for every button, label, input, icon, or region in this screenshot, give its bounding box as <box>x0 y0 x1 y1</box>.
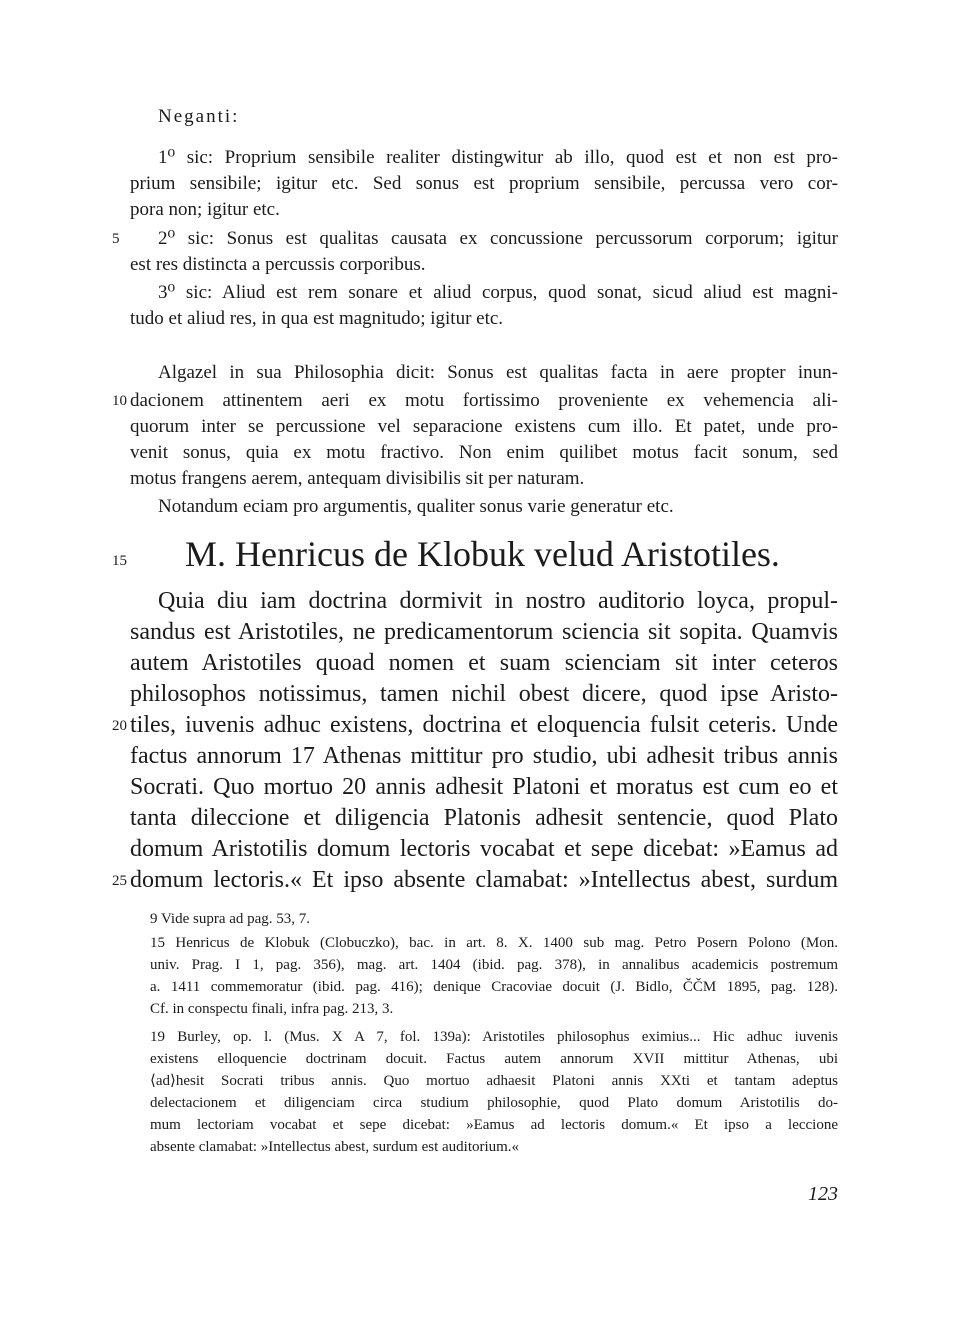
footnote-line: 9 Vide supra ad pag. 53, 7. <box>150 911 311 927</box>
line-number: 25 <box>112 873 127 889</box>
footnote-line: univ. Prag. I 1, pag. 356), mag. art. 1404 (ibid. pag. 378), in annalibus academicis postremum <box>150 957 838 973</box>
body-line: pora non; igitur etc. <box>130 199 280 220</box>
section-body-line: tanta dileccione et diligencia Platonis adhesit sentencie, quod Plato <box>130 805 838 831</box>
body-line: 2⁰ sic: Sonus est qualitas causata ex concussione percussorum corporum; igitur <box>158 228 838 249</box>
footnote-line: delectacionem et diligenciam circa studium philosophie, quod Plato domum Aristotilis do- <box>150 1095 838 1111</box>
footnote-line: mum lectoriam vocabat et sepe dicebat: »Eamus ad lectoris domum.« Et ipso a leccione <box>150 1117 838 1133</box>
line-number: 10 <box>112 393 127 409</box>
body-line: motus frangens aerem, antequam divisibilis sit per naturam. <box>130 468 585 489</box>
footnote-line: 19 Burley, op. l. (Mus. X A 7, fol. 139a): Aristotiles philosophus eximius... Hic adhuc iuvenis <box>150 1029 838 1045</box>
footnote-line: absente clamabat: »Intellectus abest, surdum est auditorium.« <box>150 1139 520 1155</box>
section-heading: M. Henricus de Klobuk velud Aristotiles. <box>185 534 780 574</box>
body-line: 3⁰ sic: Aliud est rem sonare et aliud corpus, quod sonat, sicud aliud est magni- <box>158 282 838 303</box>
neganti-heading: Neganti: <box>158 106 240 127</box>
body-line: 1⁰ sic: Proprium sensibile realiter distingwitur ab illo, quod est et non est pro- <box>158 147 838 168</box>
body-line: quorum inter se percussione vel separacione existens cum illo. Et patet, unde pro- <box>130 416 838 437</box>
body-line: venit sonus, quia ex motu fractivo. Non enim quilibet motus facit sonum, sed <box>130 442 838 463</box>
line-number: 15 <box>112 553 127 569</box>
section-body-line: Socrati. Quo mortuo 20 annis adhesit Platoni et moratus est cum eo et <box>130 774 838 800</box>
footnote-line: Cf. in conspectu finali, infra pag. 213, 3. <box>150 1001 394 1017</box>
body-line: dacionem attinentem aeri ex motu fortissimo proveniente ex vehemencia ali- <box>130 390 838 411</box>
page-number: 123 <box>808 1183 838 1205</box>
footnote-line: existens elloquencie doctrinam docuit. Factus autem annorum XVII mittitur Athenas, ubi <box>150 1051 838 1067</box>
body-line: prium sensibile; igitur etc. Sed sonus est proprium sensibile, percussa vero cor- <box>130 173 838 194</box>
body-line: tudo et aliud res, in qua est magnitudo; igitur etc. <box>130 308 504 329</box>
section-body-line: domum Aristotilis domum lectoris vocabat et sepe dicebat: »Eamus ad <box>130 836 838 862</box>
line-number: 20 <box>112 718 127 734</box>
line-number: 5 <box>112 231 120 247</box>
body-line: Algazel in sua Philosophia dicit: Sonus est qualitas facta in aere propter inun- <box>158 362 838 383</box>
section-body-line: tiles, iuvenis adhuc existens, doctrina et eloquencia fulsit ceteris. Unde <box>130 712 838 738</box>
footnote-line: a. 1411 commemoratur (ibid. pag. 416); denique Cracoviae docuit (J. Bidlo, ČČM 1895, pag. 128). <box>150 979 838 995</box>
section-body-line: factus annorum 17 Athenas mittitur pro studio, ubi adhesit tribus annis <box>130 743 838 769</box>
section-body-line: domum lectoris.« Et ipso absente clamabat: »Intellectus abest, surdum <box>130 867 838 893</box>
footnote-line: 15 Henricus de Klobuk (Clobuczko), bac. in art. 8. X. 1400 sub mag. Petro Posern Polono (Mon. <box>150 935 838 951</box>
section-body-line: autem Aristotiles quoad nomen et suam scienciam sit inter ceteros <box>130 650 838 676</box>
section-body-line: sandus est Aristotiles, ne predicamentorum sciencia sit sopita. Quamvis <box>130 619 838 645</box>
body-line: est res distincta a percussis corporibus. <box>130 254 426 275</box>
section-body-line: Quia diu iam doctrina dormivit in nostro auditorio loyca, propul- <box>158 588 838 614</box>
footnote-line: ⟨ad⟩hesit Socrati tribus annis. Quo mortuo adhaesit Platoni annis XXti et tantam adeptus <box>150 1073 838 1089</box>
section-body-line: philosophos notissimus, tamen nichil obest dicere, quod ipse Aristo- <box>130 681 838 707</box>
notandum-line: Notandum eciam pro argumentis, qualiter sonus varie generatur etc. <box>158 496 674 517</box>
